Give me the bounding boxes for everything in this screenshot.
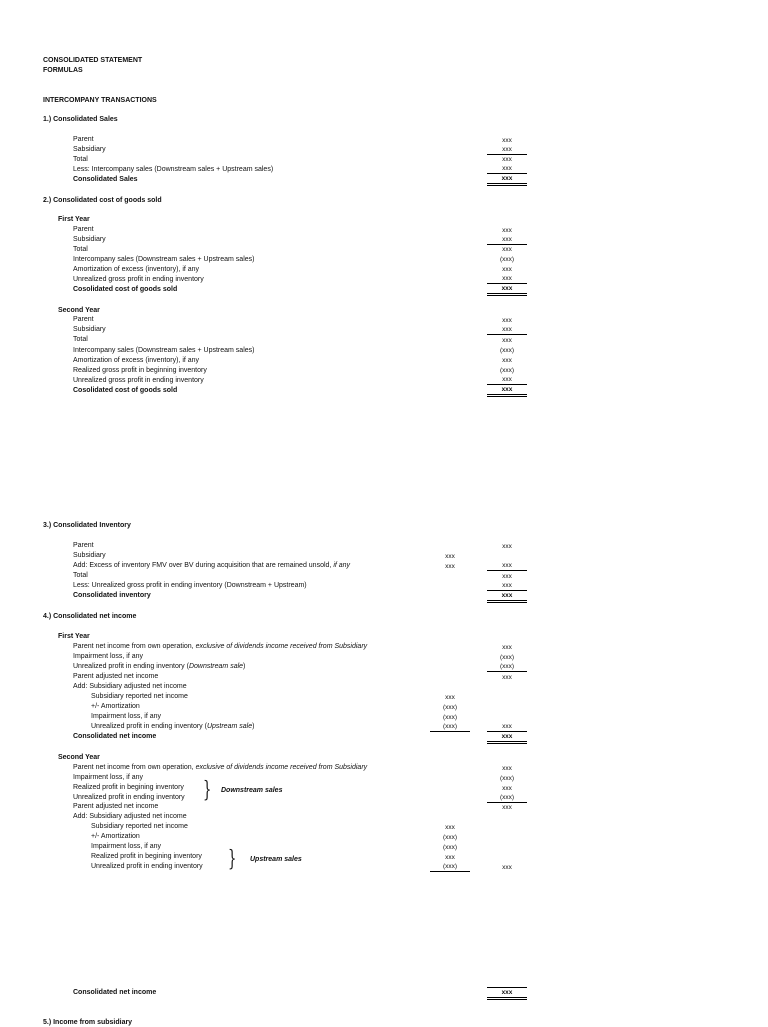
amount: (xxx) bbox=[442, 704, 458, 711]
row-label: Parent bbox=[73, 136, 94, 143]
amount: xxx bbox=[502, 246, 512, 253]
amount: xxx bbox=[502, 864, 512, 871]
cogs-heading: 2.) Consolidated cost of goods sold bbox=[43, 197, 162, 204]
amount: xxx bbox=[487, 987, 527, 1000]
amount: (xxx) bbox=[442, 834, 458, 841]
row-label: Cosolidated cost of goods sold bbox=[73, 387, 178, 394]
row-label-italic: Upstream sale bbox=[206, 723, 253, 730]
amount: xxx bbox=[445, 694, 455, 701]
amount: xxx bbox=[502, 266, 512, 273]
row-label: Intercompany sales (Downstream sales + Upstream sales) bbox=[73, 256, 255, 263]
amount: xxx bbox=[487, 375, 527, 385]
row-label: Less: Unrealized gross profit in ending inventory (Downstream + Upstream) bbox=[73, 582, 307, 589]
row-label: Consolidated inventory bbox=[73, 592, 151, 599]
doc-title-line2: FORMULAS bbox=[43, 67, 83, 74]
right-brace-icon: } bbox=[203, 778, 212, 803]
row-label bbox=[73, 642, 367, 651]
amount: xxx bbox=[502, 765, 512, 772]
amount: (xxx) bbox=[487, 793, 527, 803]
net-income-heading: 4.) Consolidated net income bbox=[43, 613, 137, 620]
row-label: Subsidiary bbox=[73, 552, 106, 559]
row-label: Unrealized profit in ending inventory bbox=[73, 794, 185, 801]
row-label: Consolidated net income bbox=[73, 989, 157, 996]
amount: (xxx) bbox=[430, 862, 470, 872]
row-label: Total bbox=[73, 572, 88, 579]
row-label-text: Parent net income from own operation, bbox=[73, 764, 196, 771]
row-label-text: Unrealized profit in ending inventory ( bbox=[91, 723, 207, 730]
row-label bbox=[73, 763, 367, 772]
amount: xxx bbox=[502, 543, 512, 550]
row-label-italic: exclusive of dividends income received from Subsidiary bbox=[195, 643, 368, 650]
amount: xxx bbox=[487, 732, 527, 744]
row-label: Cosolidated cost of goods sold bbox=[73, 286, 178, 293]
row-label: Subsidiary bbox=[73, 326, 106, 333]
downstream-note: Downstream sales bbox=[221, 787, 283, 794]
row-label-text: Parent net income from own operation, bbox=[73, 643, 196, 650]
amount: xxx bbox=[502, 227, 512, 234]
row-label: Consolidated Sales bbox=[73, 176, 138, 183]
amount: xxx bbox=[502, 644, 512, 651]
row-label: Unrealized profit in ending inventory bbox=[91, 863, 203, 870]
row-label: Subsidiary reported net income bbox=[91, 823, 188, 830]
row-label: Unrealized gross profit in ending inventory bbox=[73, 377, 204, 384]
row-label: Total bbox=[73, 156, 88, 163]
amount: xxx bbox=[502, 674, 512, 681]
amount: xxx bbox=[502, 156, 512, 163]
section-title: INTERCOMPANY TRANSACTIONS bbox=[43, 97, 157, 104]
amount: xxx bbox=[502, 573, 512, 580]
amount: xxx bbox=[487, 591, 527, 603]
amount: xxx bbox=[445, 824, 455, 831]
row-label-italic: if any bbox=[333, 562, 351, 569]
second-year-label: Second Year bbox=[58, 307, 100, 314]
row-label-italic: exclusive of dividends income received from Subsidiary bbox=[195, 764, 368, 771]
row-label: Total bbox=[73, 246, 88, 253]
amount: xxx bbox=[502, 785, 512, 792]
row-label: Impairment loss, if any bbox=[91, 843, 162, 850]
amount: xxx bbox=[487, 325, 527, 335]
amount: (xxx) bbox=[499, 775, 515, 782]
row-label: Sabsidiary bbox=[73, 146, 106, 153]
amount: xxx bbox=[445, 563, 455, 570]
income-from-subsidiary-heading: 5.) Income from subsidiary bbox=[43, 1019, 133, 1026]
amount: (xxx) bbox=[430, 722, 470, 732]
right-brace-icon: } bbox=[228, 847, 237, 872]
row-label: Parent bbox=[73, 226, 94, 233]
amount: xxx bbox=[487, 581, 527, 591]
amount: (xxx) bbox=[487, 662, 527, 672]
row-label: +/- Amortization bbox=[91, 833, 140, 840]
row-label: Less: Intercompany sales (Downstream sales + Upstream sales) bbox=[73, 166, 274, 173]
row-label: Consolidated net income bbox=[73, 733, 157, 740]
amount: xxx bbox=[487, 164, 527, 174]
row-label: Realized profit in begining inventory bbox=[73, 784, 184, 791]
amount: xxx bbox=[487, 284, 527, 296]
row-label: Subsidiary bbox=[73, 236, 106, 243]
amount: (xxx) bbox=[442, 844, 458, 851]
amount: (xxx) bbox=[499, 367, 515, 374]
row-label: Impairment loss, if any bbox=[91, 713, 162, 720]
row-label: Total bbox=[73, 336, 88, 343]
row-label bbox=[73, 561, 350, 570]
row-label-text: Add: Excess of inventory FMV over BV during acquisition that are remained unsold, bbox=[73, 562, 334, 569]
row-label-italic: Downstream sale bbox=[188, 663, 244, 670]
row-label: Parent bbox=[73, 542, 94, 549]
amount: (xxx) bbox=[499, 654, 515, 661]
amount: xxx bbox=[487, 722, 527, 732]
amount: xxx bbox=[487, 174, 527, 186]
amount: xxx bbox=[502, 137, 512, 144]
amount: xxx bbox=[502, 317, 512, 324]
inventory-heading: 3.) Consolidated Inventory bbox=[43, 522, 131, 529]
amount: (xxx) bbox=[442, 714, 458, 721]
row-label: Parent adjusted net income bbox=[73, 803, 159, 810]
amount: xxx bbox=[502, 357, 512, 364]
row-label: Unrealized gross profit in ending inventory bbox=[73, 276, 204, 283]
row-label: Add: Subsidiary adjusted net income bbox=[73, 813, 187, 820]
first-year-label: First Year bbox=[58, 633, 90, 640]
amount: xxx bbox=[487, 274, 527, 284]
row-label-text: Unrealized profit in ending inventory ( bbox=[73, 663, 189, 670]
amount: (xxx) bbox=[499, 347, 515, 354]
row-label: Realized profit in begining inventory bbox=[91, 853, 202, 860]
amount: (xxx) bbox=[499, 256, 515, 263]
row-label: Realized gross profit in beginning inventory bbox=[73, 367, 207, 374]
first-year-label: First Year bbox=[58, 216, 90, 223]
row-label bbox=[91, 722, 254, 731]
row-label: Subsidiary reported net income bbox=[91, 693, 188, 700]
row-label bbox=[73, 662, 245, 671]
amount: xxx bbox=[487, 235, 527, 245]
row-label: Amortization of excess (inventory), if any bbox=[73, 266, 200, 273]
second-year-label: Second Year bbox=[58, 754, 100, 761]
amount: xxx bbox=[445, 553, 455, 560]
row-label-text: ) bbox=[252, 723, 255, 730]
amount: xxx bbox=[487, 561, 527, 571]
row-label-text: ) bbox=[243, 663, 246, 670]
row-label: Amortization of excess (inventory), if any bbox=[73, 357, 200, 364]
upstream-note: Upstream sales bbox=[250, 856, 302, 863]
row-label: Intercompany sales (Downstream sales + Upstream sales) bbox=[73, 347, 255, 354]
amount: xxx bbox=[487, 145, 527, 155]
doc-title-line1: CONSOLIDATED STATEMENT bbox=[43, 57, 143, 64]
amount: xxx bbox=[487, 385, 527, 397]
amount: xxx bbox=[502, 804, 512, 811]
consolidated-sales-heading: 1.) Consolidated Sales bbox=[43, 116, 118, 123]
row-label: Add: Subsidiary adjusted net income bbox=[73, 683, 187, 690]
row-label: +/- Amortization bbox=[91, 703, 140, 710]
row-label: Parent adjusted net income bbox=[73, 673, 159, 680]
row-label: Impairment loss, if any bbox=[73, 774, 144, 781]
amount: xxx bbox=[502, 337, 512, 344]
row-label: Parent bbox=[73, 316, 94, 323]
amount: xxx bbox=[445, 854, 455, 861]
row-label: Impairment loss, if any bbox=[73, 653, 144, 660]
